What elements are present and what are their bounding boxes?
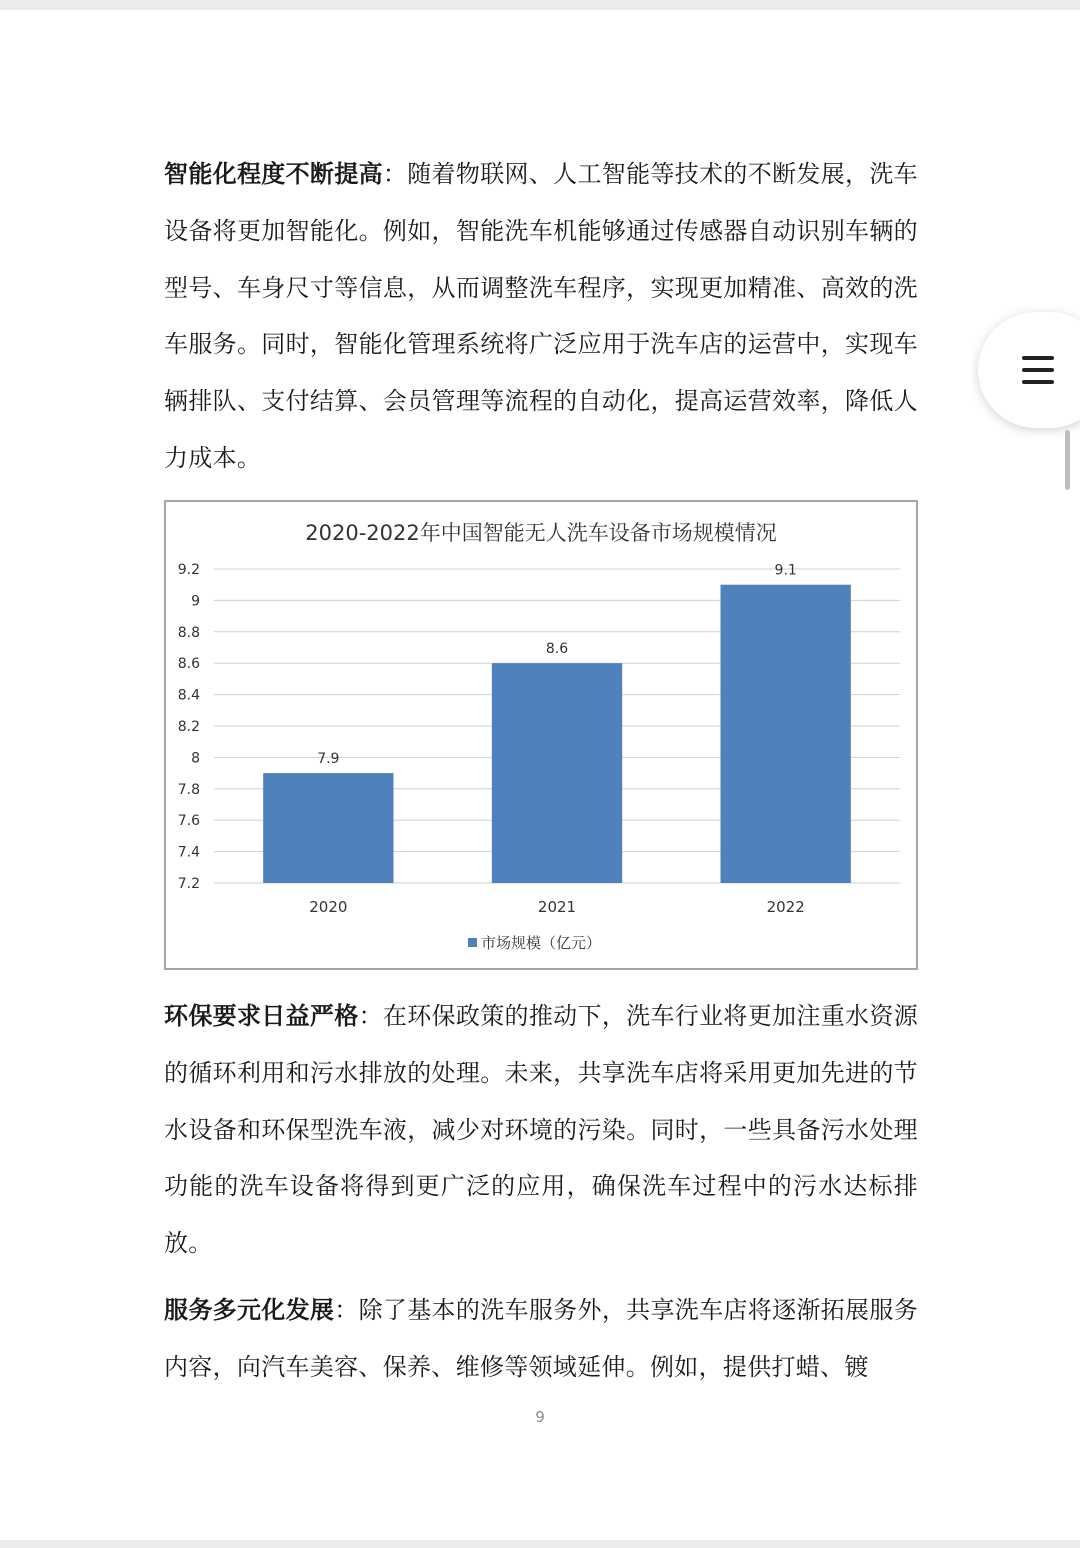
y-tick-label: 7.8 [177, 781, 200, 798]
y-tick-label: 8.4 [177, 687, 200, 704]
y-tick-label: 7.2 [177, 876, 200, 892]
paragraph-body: ：随着物联网、人工智能等技术的不断发展，洗车设备将更加智能化。例如，智能洗车机能够通过传感器自动识别车辆的型号、车身尺寸等信息，从而调整洗车程序，实现更加精准、高效的洗车服务。同时，智能化管理系统将广泛应用于洗车店的运营中，实现车辆排队、支付结算、会员管理等流程的自动化，提高运营效率，降低人力成本。 [164, 160, 918, 472]
bar-2020 [263, 773, 393, 883]
paragraph-diversification [164, 1282, 918, 1396]
y-tick-label: 7.4 [177, 844, 200, 861]
bottom-edge [0, 1540, 1080, 1548]
x-tick-label: 2021 [537, 898, 577, 916]
data-label: 7.9 [317, 751, 340, 768]
page-number: 9 [535, 1408, 545, 1426]
menu-button[interactable] [978, 312, 1080, 428]
data-label: 8.6 [545, 641, 569, 658]
paragraph-body: ：除了基本的洗车服务外，共享洗车店将逐渐拓展服务内容，向汽车美容、保养、维修等领域延伸。例如，提供打蜡、镀 [164, 1296, 918, 1381]
bar-2021 [492, 663, 622, 883]
y-tick-label: 7.6 [177, 813, 200, 830]
paragraph-lead: 环保要求日益严格 [164, 1002, 359, 1030]
top-edge [0, 0, 1080, 10]
paragraph-lead: 智能化程度不断提高 [164, 160, 383, 188]
chart-title: 2020-2022年中国智能无人洗车设备市场规模情况 [305, 521, 777, 545]
x-tick-label: 2020 [309, 898, 348, 916]
bar-2022 [720, 585, 850, 883]
paragraph-body: ：在环保政策的推动下，洗车行业将更加注重水资源的循环利用和污水排放的处理。未来，共享洗车店将采用更加先进的节水设备和环保型洗车液，减少对环境的污染。同时，一些具备污水处理功能的洗车设备将得到更广泛的应用，确保洗车过程中的污水达标排放。 [164, 1002, 918, 1258]
data-label: 9.1 [774, 562, 797, 579]
legend-label: 市场规模（亿元） [481, 934, 602, 952]
bar-chart [164, 500, 918, 970]
paragraph-lead: 服务多元化发展 [164, 1296, 335, 1324]
y-tick-label: 8 [191, 750, 200, 767]
scrollbar[interactable] [1065, 430, 1070, 490]
y-tick-label: 8.8 [177, 624, 200, 641]
paragraph-intelligence [164, 146, 918, 487]
chart-canvas [166, 502, 916, 968]
x-tick-label: 2022 [766, 898, 805, 916]
y-tick-label: 9 [191, 593, 200, 610]
paragraph-environment [164, 988, 918, 1272]
y-tick-label: 8.6 [177, 656, 200, 673]
y-tick-label: 9.2 [177, 562, 200, 578]
y-tick-label: 8.2 [177, 719, 200, 735]
legend-swatch [468, 938, 477, 947]
